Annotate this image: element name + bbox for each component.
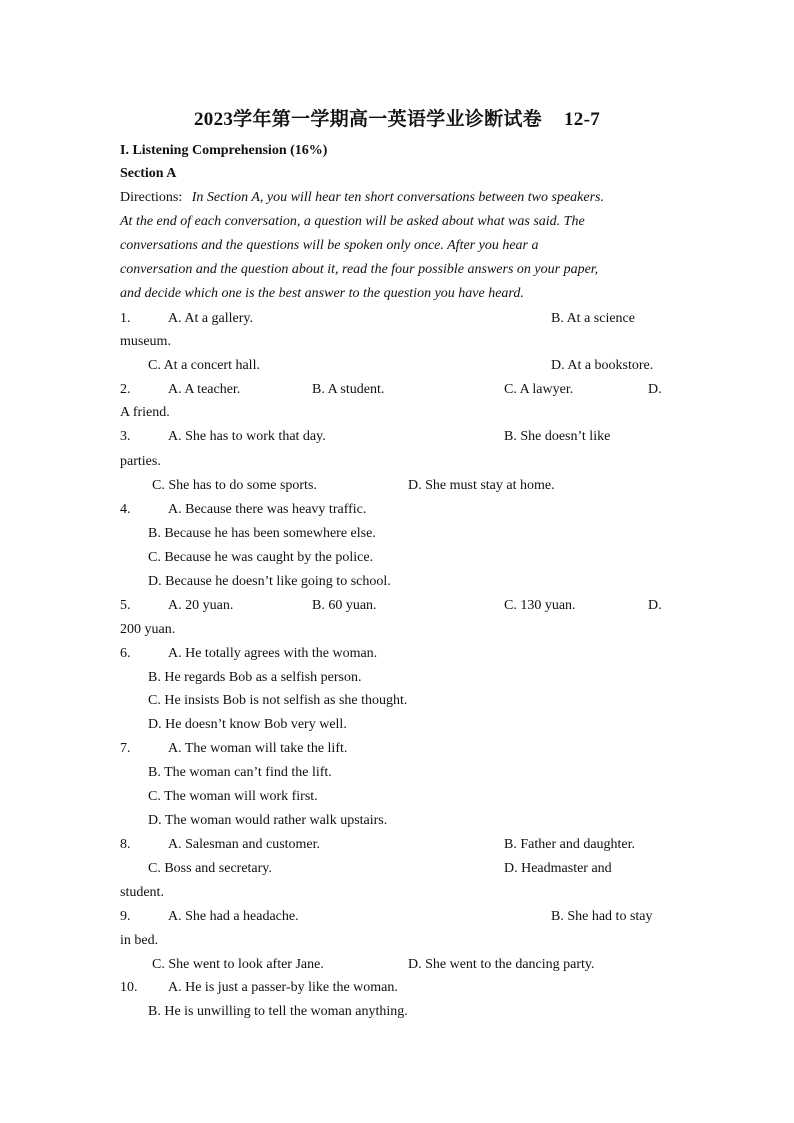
directions-line-1	[120, 189, 604, 207]
q1-option-c: C. At a concert hall.	[148, 358, 260, 373]
q9-number: 9.	[120, 909, 131, 924]
q9-option-b-wrap: in bed.	[120, 933, 159, 948]
q6-option-d: D. He doesn’t know Bob very well.	[148, 717, 347, 732]
q1-option-b-wrap: museum.	[120, 334, 171, 349]
q6-option-c: C. He insists Bob is not selfish as she thought.	[148, 693, 408, 708]
q4-option-c: C. Because he was caught by the police.	[148, 550, 374, 565]
q4-option-b: B. Because he has been somewhere else.	[148, 526, 376, 541]
q9-option-c: C. She went to look after Jane.	[152, 957, 324, 972]
q10-option-a: A. He is just a passer-by like the woman.	[168, 980, 398, 995]
q9-option-a: A. She had a headache.	[168, 909, 299, 924]
q9-option-d: D. She went to the dancing party.	[408, 957, 595, 972]
q7-option-a: A. The woman will take the lift.	[168, 741, 348, 756]
q1-number: 1.	[120, 311, 131, 326]
q7-option-d: D. The woman would rather walk upstairs.	[148, 813, 388, 828]
q7-option-b: B. The woman can’t find the lift.	[148, 765, 332, 780]
q2-option-d: D.	[648, 382, 662, 397]
directions-label: Directions:	[120, 190, 183, 205]
q8-option-c: C. Boss and secretary.	[148, 861, 272, 876]
q10-number: 10.	[120, 980, 138, 995]
q5-option-d-wrap: 200 yuan.	[120, 622, 176, 637]
q3-option-c: C. She has to do some sports.	[152, 478, 317, 493]
q8-option-a: A. Salesman and customer.	[168, 837, 321, 852]
q5-number: 5.	[120, 598, 131, 613]
q5-option-d: D.	[648, 598, 662, 613]
directions-line-3: conversations and the questions will be spoken only once. After you hear a	[120, 238, 539, 253]
q2-number: 2.	[120, 382, 131, 397]
exam-title-text: 2023学年第一学期高一英语学业诊断试卷	[193, 109, 542, 130]
directions-line-4: conversation and the question about it, read the four possible answers on your paper,	[120, 262, 599, 277]
q4-option-a: A. Because there was heavy traffic.	[168, 502, 367, 517]
q3-option-b: B. She doesn’t like	[504, 429, 611, 444]
q6-option-a: A. He totally agrees with the woman.	[168, 646, 378, 661]
q2-option-a: A. A teacher.	[168, 382, 241, 397]
q5-option-b: B. 60 yuan.	[312, 598, 377, 613]
q2-option-b: B. A student.	[312, 382, 385, 397]
q3-option-d: D. She must stay at home.	[408, 478, 555, 493]
q1-option-a: A. At a gallery.	[168, 311, 254, 326]
directions-line-2: At the end of each conversation, a question will be asked about what was said. The	[120, 214, 585, 229]
q9-option-b: B. She had to stay	[551, 909, 653, 924]
q5-option-a: A. 20 yuan.	[168, 598, 234, 613]
q6-number: 6.	[120, 646, 131, 661]
directions-text-1: In Section A, you will hear ten short conversations between two speakers.	[191, 190, 605, 205]
q8-option-b: B. Father and daughter.	[504, 837, 636, 852]
q7-number: 7.	[120, 741, 131, 756]
q7-option-c: C. The woman will work first.	[148, 789, 318, 804]
directions-line-5: and decide which one is the best answer to the question you have heard.	[120, 286, 524, 301]
q2-option-c: C. A lawyer.	[504, 382, 574, 397]
exam-title	[0, 104, 794, 131]
q5-option-c: C. 130 yuan.	[504, 598, 576, 613]
exam-date-code: 12-7	[563, 109, 601, 130]
q3-option-a: A. She has to work that day.	[168, 429, 326, 444]
q10-option-b: B. He is unwilling to tell the woman anything.	[148, 1004, 408, 1019]
q1-option-d: D. At a bookstore.	[551, 358, 654, 373]
q8-option-d: D. Headmaster and	[504, 861, 612, 876]
q3-option-b-wrap: parties.	[120, 454, 161, 469]
part-heading: I. Listening Comprehension (16%)	[120, 143, 328, 158]
q4-option-d: D. Because he doesn’t like going to school.	[148, 574, 391, 589]
q2-option-d-wrap: A friend.	[120, 405, 170, 420]
q1-option-b: B. At a science	[551, 311, 635, 326]
q8-number: 8.	[120, 837, 131, 852]
q8-option-d-wrap: student.	[120, 885, 164, 900]
q6-option-b: B. He regards Bob as a selfish person.	[148, 670, 362, 685]
q4-number: 4.	[120, 502, 131, 517]
q3-number: 3.	[120, 429, 131, 444]
section-heading: Section A	[120, 166, 177, 181]
